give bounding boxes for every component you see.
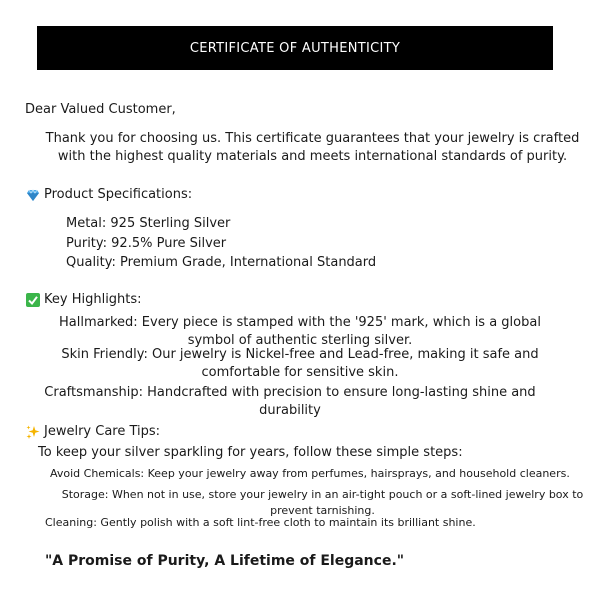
- highlight-hallmarked: Hallmarked: Every piece is stamped with the '925' mark, which is a global symbol of authentic sterling silver.: [59, 315, 541, 348]
- highlight-craftsmanship: Craftsmanship: Handcrafted with precision to ensure long-lasting shine and durability: [44, 385, 536, 418]
- gem-icon: [26, 188, 40, 202]
- tagline-quote: "A Promise of Purity, A Lifetime of Elegance.": [45, 553, 405, 569]
- care-heading-label: Jewelry Care Tips:: [44, 424, 161, 439]
- highlight-skin-friendly: Skin Friendly: Our jewelry is Nickel-free and Lead-free, making it safe and comfortable for sensitive skin.: [61, 347, 539, 380]
- spec-item-metal: Metal: 925 Sterling Silver: [66, 216, 231, 231]
- specifications-heading: [26, 186, 192, 204]
- greeting: Dear Valued Customer,: [25, 102, 176, 117]
- check-mark-icon: [26, 293, 40, 307]
- care-tip-cleaning: Cleaning: Gently polish with a soft lint-free cloth to maintain its brilliant shine.: [45, 516, 476, 529]
- certificate-title: CERTIFICATE OF AUTHENTICITY: [189, 40, 401, 56]
- certificate-title-banner: [37, 26, 553, 70]
- care-tip-avoid-chemicals: Avoid Chemicals: Keep your jewelry away from perfumes, hairsprays, and household cleaners.: [50, 467, 570, 480]
- care-intro: To keep your silver sparkling for years, follow these simple steps:: [38, 445, 463, 460]
- highlights-heading: [26, 291, 142, 309]
- specifications-heading-label: Product Specifications:: [44, 187, 193, 202]
- highlights-heading-label: Key Highlights:: [44, 292, 142, 307]
- spec-item-purity: Purity: 92.5% Pure Silver: [66, 236, 227, 251]
- care-tip-storage: Storage: When not in use, store your jewelry in an air-tight pouch or a soft-lined jewelry box to prevent tarnishing.: [61, 488, 584, 517]
- intro-paragraph: Thank you for choosing us. This certificate guarantees that your jewelry is crafted with the highest quality materials and meets international standards of purity.: [45, 131, 580, 164]
- care-heading: [26, 423, 160, 441]
- sparkles-icon: [26, 425, 40, 439]
- spec-item-quality: Quality: Premium Grade, International Standard: [66, 255, 377, 270]
